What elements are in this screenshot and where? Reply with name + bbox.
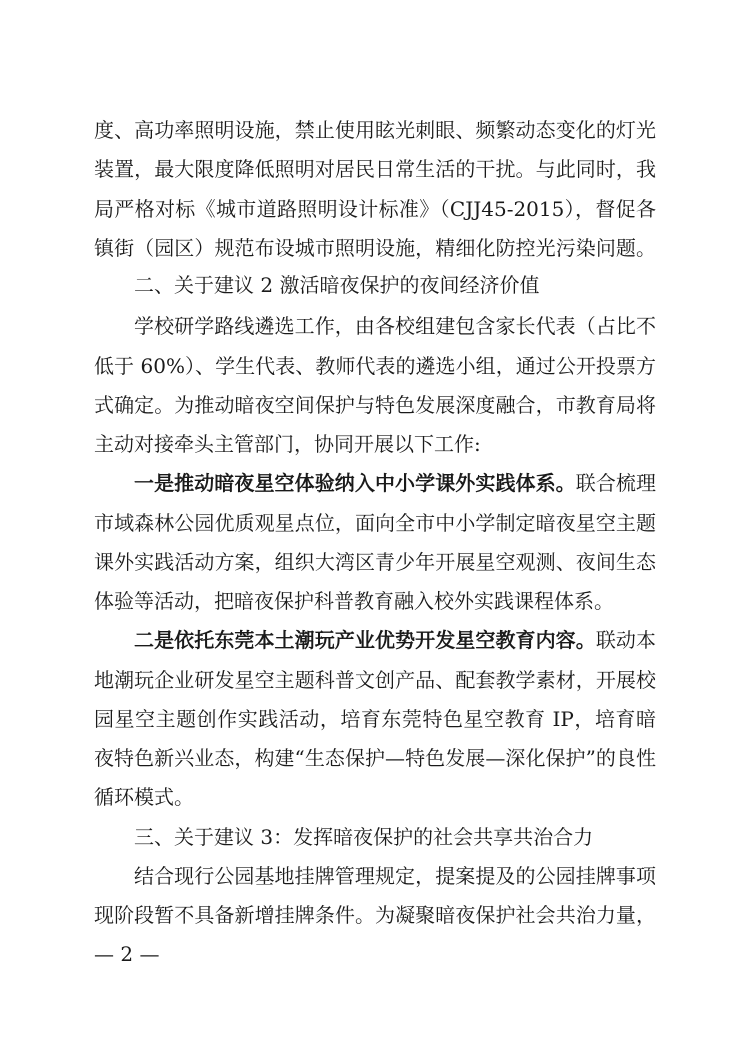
bold-lead-2: 二是依托东莞本土潮玩产业优势开发星空教育内容。 (134, 628, 596, 652)
body-text-line: 体验等活动，把暗夜保护科普教育融入校外实践课程体系。 (94, 589, 614, 613)
body-text-run: 联动本 (595, 628, 657, 652)
body-text-line: 局严格对标《城市道路照明设计标准》（CJJ45-2015），督促各 (94, 197, 656, 221)
body-text-line: 主动对接牵头主管部门，协同开展以下工作: (94, 432, 481, 456)
bold-lead-1: 一是推动暗夜星空体验纳入中小学课外实践体系。 (134, 471, 576, 495)
paragraph-line (134, 626, 656, 654)
body-text-line: 低于 60%）、学生代表、教师代表的遴选小组，通过公开投票方 (94, 354, 656, 378)
page-number: — 2 — (94, 942, 160, 966)
section-heading-3: 三、关于建议 3：发挥暗夜保护的社会共享共治合力 (134, 825, 594, 849)
body-text-line: 园星空主题创作实践活动，培育东莞特色星空教育 IP，培育暗 (94, 707, 656, 731)
body-text-line: 课外实践活动方案，组织大湾区青少年开展星空观测、夜间生态 (94, 550, 656, 574)
body-text-line: 镇街（园区）规范布设城市照明设施，精细化防控光污染问题。 (94, 236, 656, 260)
section-heading-2: 二、关于建议 2 激活暗夜保护的夜间经济价值 (134, 273, 540, 297)
body-text-line: 度、高功率照明设施，禁止使用眩光刺眼、频繁动态变化的灯光 (94, 118, 656, 142)
body-text-line: 夜特色新兴业态，构建“生态保护—特色发展—深化保护”的良性 (94, 746, 656, 770)
body-text-run: 联合梳理 (575, 471, 657, 495)
body-text-line: 地潮玩企业研发星空主题科普文创产品、配套教学素材，开展校 (94, 668, 656, 692)
body-text-line: 装置，最大限度降低照明对居民日常生活的干扰。与此同时，我 (94, 157, 656, 181)
body-text-line: 式确定。为推动暗夜空间保护与特色发展深度融合，市教育局将 (94, 393, 656, 417)
body-text-line: 市域森林公园优质观星点位，面向全市中小学制定暗夜星空主题 (94, 511, 656, 535)
body-text-line: 循环模式。 (94, 785, 194, 809)
body-text-line: 现阶段暂不具备新增挂牌条件。为凝聚暗夜保护社会共治力量， (94, 903, 656, 927)
body-text-line: 学校研学路线遴选工作，由各校组建包含家长代表（占比不 (134, 314, 656, 338)
body-text-line: 结合现行公园基地挂牌管理规定，提案提及的公园挂牌事项 (134, 864, 656, 888)
paragraph-line (134, 469, 656, 497)
